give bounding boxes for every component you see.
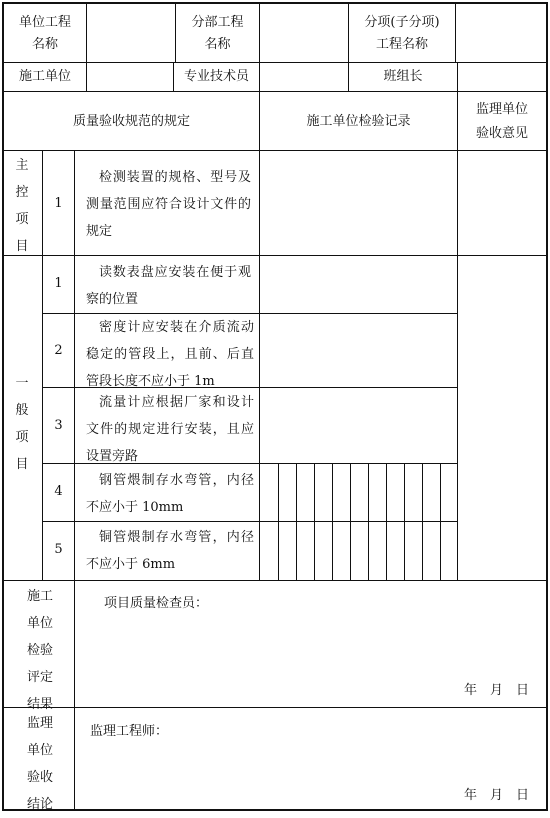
general-item-3-text: 流量计应根据厂家和设计文件的规定进行安装，且应设置旁路 — [86, 395, 254, 464]
spec-header: 质量验收规范的规定 — [72, 114, 190, 129]
supervision-opinion-header: 监理单位 验收意见 — [475, 102, 528, 141]
general-item-1-num: 1 — [54, 276, 63, 291]
unit-project-label: 单位工程 名称 — [18, 15, 71, 52]
general-item-5-text: 铜管煨制存水弯管，内径不应小于 6mm — [86, 530, 254, 572]
general-item-2-num: 2 — [54, 343, 63, 358]
general-item-1-text: 读数表盘应安装在便于观察的位置 — [86, 265, 251, 307]
construction-eval-label: 施工 单位 检验 评定 结果 — [26, 589, 53, 712]
subitem-project-label: 分项(子分项) 工程名称 — [364, 15, 440, 52]
supervision-conclusion-date: 年 月 日 — [464, 788, 530, 803]
general-item-5-num: 5 — [54, 542, 63, 557]
team-leader-label: 班组长 — [383, 69, 423, 84]
division-project-label: 分部工程 名称 — [191, 15, 244, 52]
construction-record-header: 施工单位检验记录 — [306, 114, 411, 129]
general-item-4-text: 钢管煨制存水弯管，内径不应小于 10mm — [86, 473, 254, 515]
engineer-label: 监理工程师： — [90, 724, 169, 739]
technician-label: 专业技术员 — [183, 69, 249, 84]
general-item-2-text: 密度计应安装在介质流动稳定的管段上，且前、后直管段长度不应小于 1m — [86, 320, 254, 389]
general-item-4-num: 4 — [54, 484, 63, 499]
main-items-group-label: 主 控 项 目 — [15, 158, 29, 254]
inspector-label: 项目质量检查员： — [104, 596, 209, 611]
supervision-conclusion-label: 监理 单位 验收 结论 — [26, 716, 53, 812]
construction-unit-label: 施工单位 — [18, 69, 71, 84]
main-item-1-text: 检测装置的规格、型号及测量范围应符合设计文件的规定 — [86, 170, 251, 239]
main-item-1-num: 1 — [54, 196, 63, 211]
general-items-group-label: 一 般 项 目 — [15, 376, 29, 472]
construction-eval-date: 年 月 日 — [464, 683, 530, 698]
general-item-3-num: 3 — [54, 418, 63, 433]
